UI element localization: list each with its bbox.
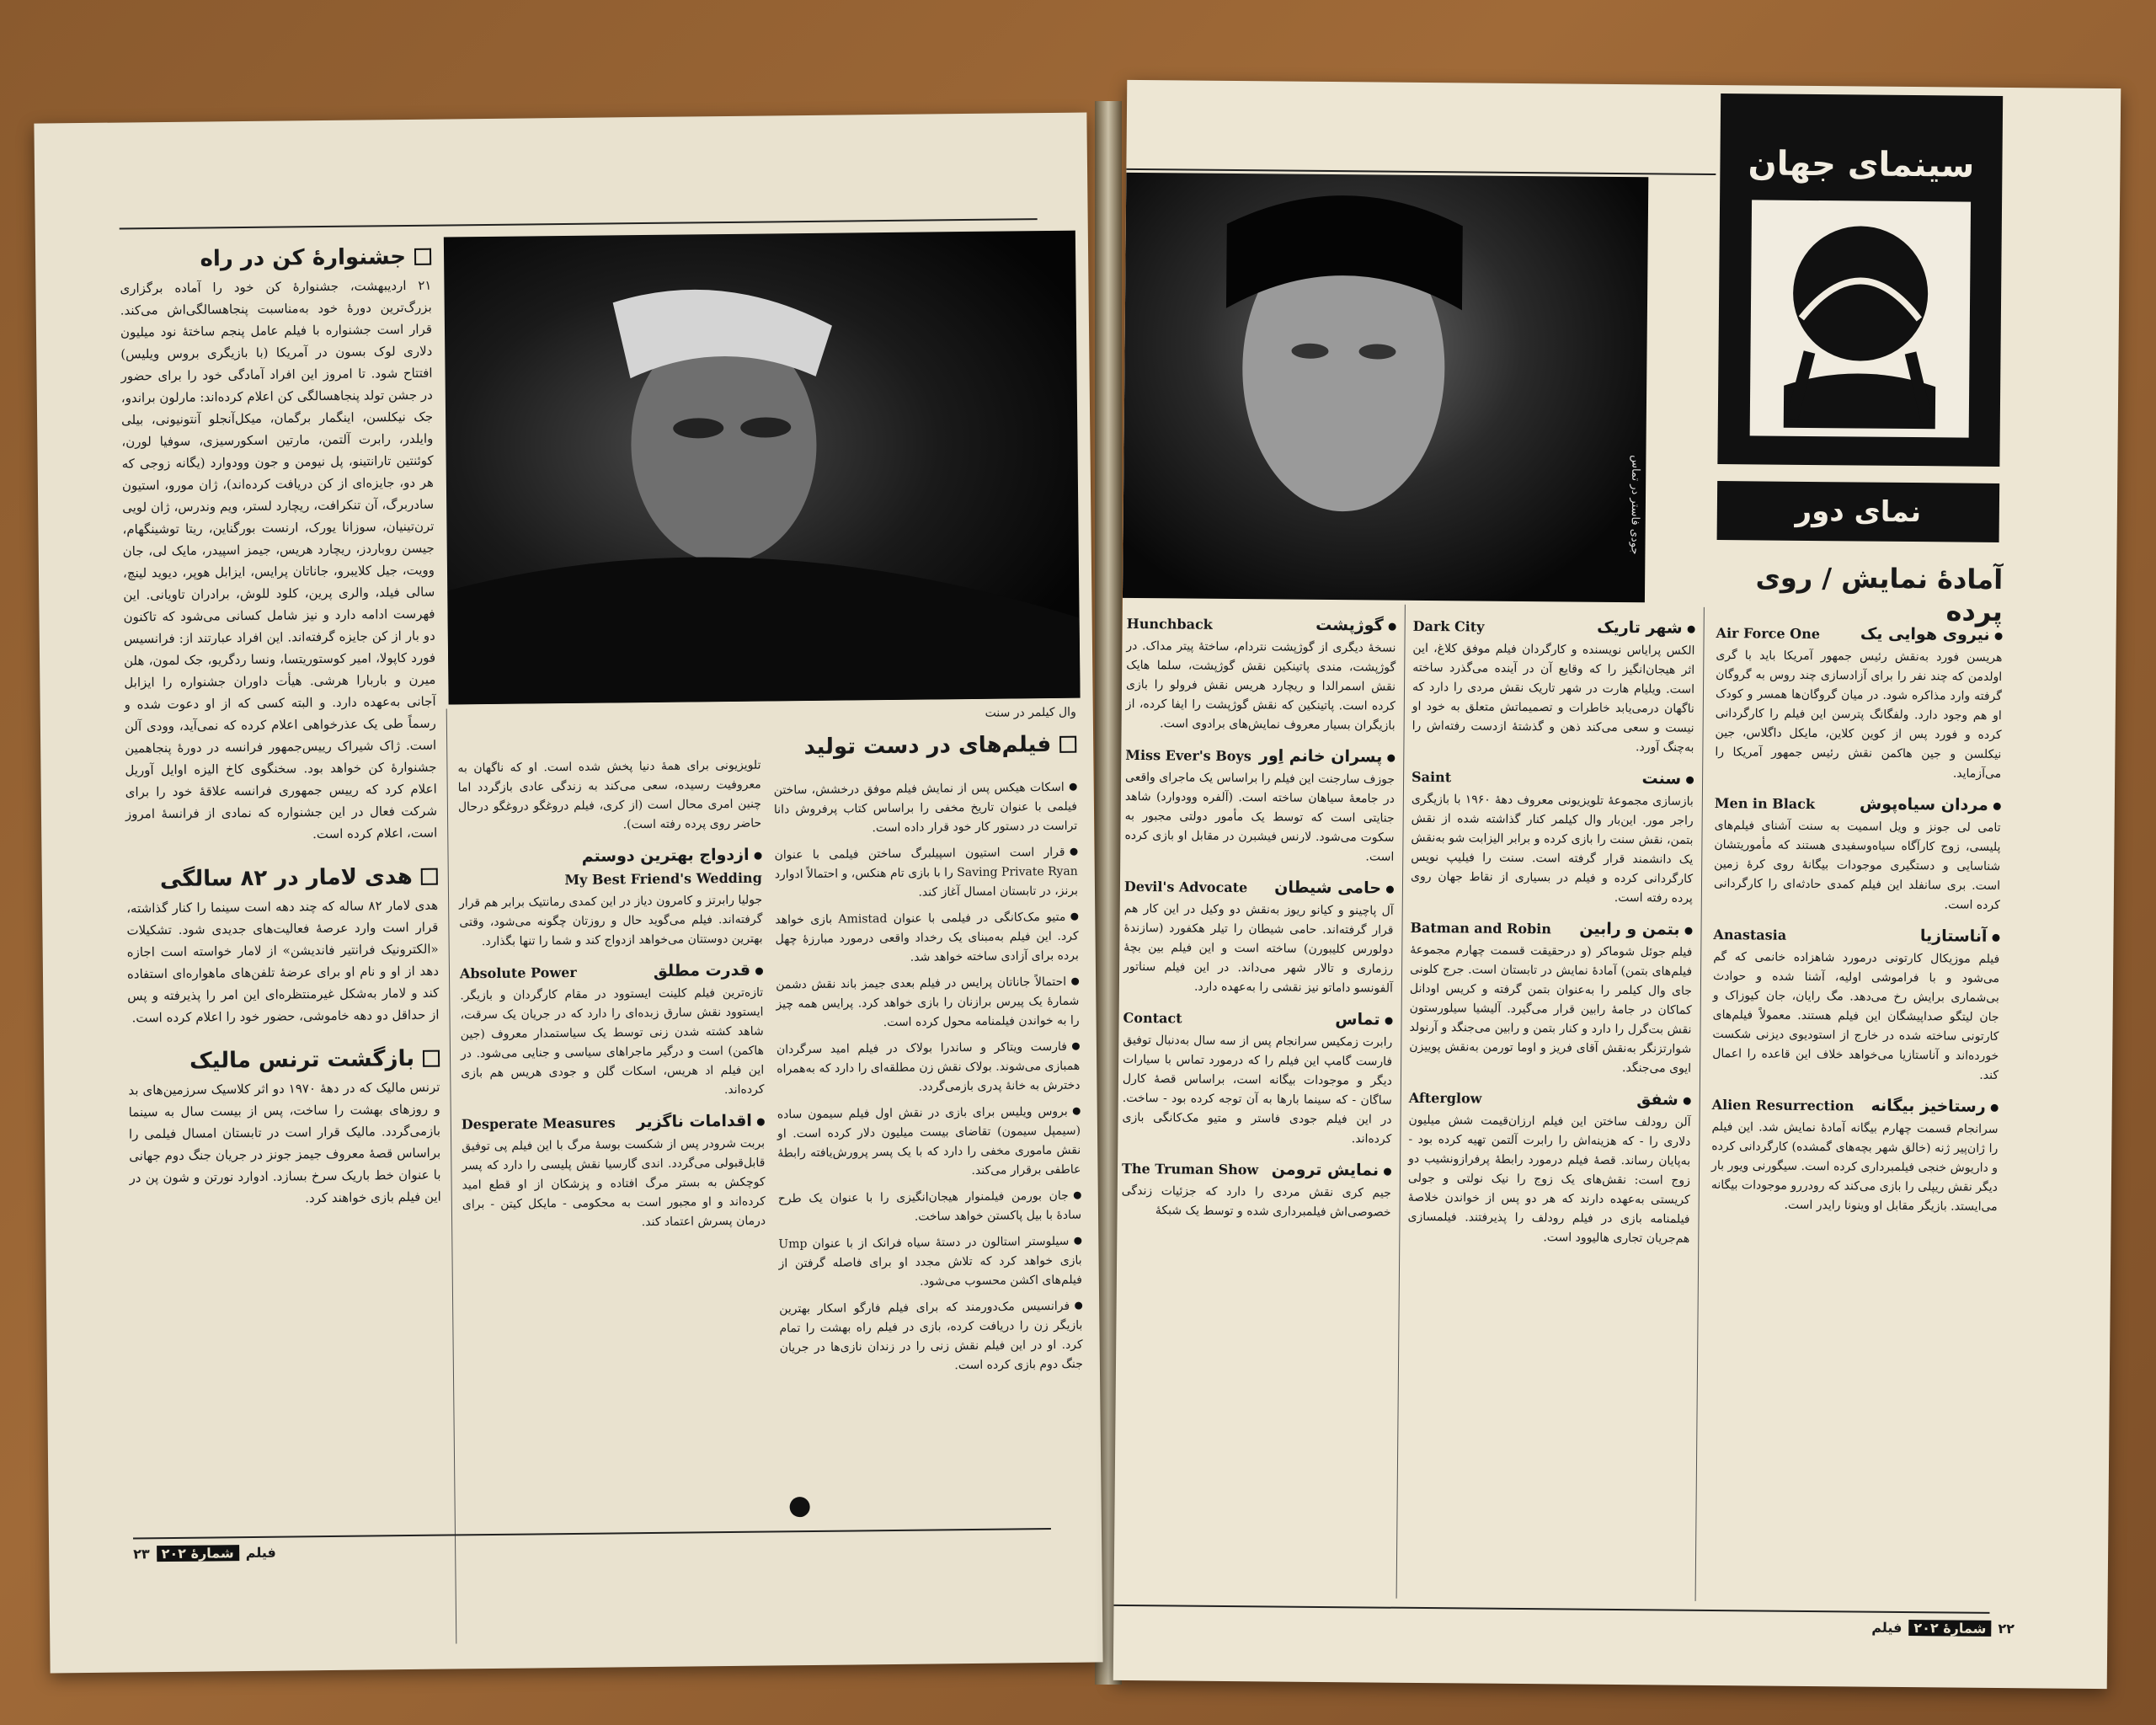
film-entry-heading: نمایش ترومن The Truman Show (1122, 1159, 1391, 1181)
article-malick-body: ترنس مالیک که در دههٔ ۱۹۷۰ دو اثر کلاسیک سرزمین‌های بد و روزهای بهشت را ساخت، پس از بیست سال به سینما بازمی‌گردد. مالیک قرار است در تابستان امسال فیلمی را براساس قصهٔ معروف جیمز جونز در جریان جنگ دوم جهانی با عنوان خط باریک سرخ بسازد. ادوارد نورتن و شون پن در این فیلم بازی خواهند کرد. (128, 1079, 441, 1206)
film-entry-heading: مردان سیاه‌پوش Men in Black (1715, 793, 2001, 815)
bottom-rule (133, 1528, 1051, 1539)
film-entry-heading: قدرت مطلق Absolute Power (460, 961, 763, 984)
column-b (1407, 605, 1695, 1256)
bullet-dot-icon (1384, 1168, 1391, 1176)
bullet-dot-icon (757, 1119, 765, 1126)
masthead (1717, 93, 2003, 467)
bullet-dot-icon (1995, 633, 2003, 640)
section-title: آمادهٔ نمایش / روی پرده (1755, 561, 2004, 628)
bullet-dot-icon (1684, 927, 1692, 935)
column-films-left: تلویزیونی برای همهٔ دنیا پخش شده است. او که ناگهان به معروفیت رسیده، سعی می‌کند به زندگی عادی بازگردد اما چنین امری محال است (از کری، فیلم دروغگو دروغگو درحال حاضر روی پرده رفته است). ازدواج بهترین دوستم My Best Friend's Wedding جولیا رابرتز و کامرون دیاز در این کمدی رمانتیک برابر هم قرار گرفته‌اند. فیلم می‌گوید حال و روزتان چگونه می‌شود، وقتی بهترین دوستتان می‌خواهد ازدواج کند و شما را تنها بگذارد. قدرت مطلق Absolute Power تازه‌ترین فیلم کلینت ایستوود در مقام کارگردان و بازیگر. ایستوود نقش سارق زبده‌ای را دارد که در جریان یک سرقت، شاهد کشته شدن زنی توسط یک سیاستمدار معروف (جین هاکمن) است و درگیر ماجراهای سیاسی و جنایی می‌شود. در این فیلم اد هریس، اسکات گلن و جودی هریس هم بازی کرده‌اند. اقدامات ناگزیر Desperate Measures بربت شرودر پس از شکست بوسهٔ مرگ با این فیلم پی توفیق قابل‌قبولی می‌گردد. اندی گارسیا نقش پلیسی را دارد که پسر کوچکش به بستر مرگ افتاده و پزشکان از او قطع امید کرده‌اند و او مجبور است به محکومی - مایکل کیتن - برای درمان پسرش اعتماد کند. (457, 756, 766, 1242)
footer-magazine: فیلم (245, 1544, 276, 1562)
bullet-dot-icon (1070, 848, 1077, 856)
film-entry-body: سرانجام قسمت چهارم بیگانه آمادهٔ نمایش شد. این فیلم را ژان‌پیر ژنه (خالق شهر بچه‌های گمشده) کارگردانی کرده و داریوش خنجی فیلمبرداری کرده است. سیگورنی ویور بار دیگر نقش ریپلی را بازی می‌کند که رودررو موجودات بیگانه می‌ایستد. بازیگر مقابل او وینونا رایدر است. (1710, 1119, 1999, 1214)
bullet-dot-icon (1072, 1043, 1080, 1050)
bullet-dot-icon (1992, 934, 1999, 942)
bullet-dot-icon (1991, 1104, 1999, 1112)
film-entry-body: رابرت زمکیس سرانجام پس از سه سال به‌دنبال توفیق فارست گامپ این فیلم را که درمورد تماس با سیارات دیگر و موجودات بیگانه است، براساس قصهٔ کارل ساگان - که سینما بارها به آن توجه کرده بود - ساخت. در این فیلم جودی فاستر و متیو مک‌کانگی بازی کرده‌اند. (1122, 1033, 1393, 1146)
left-page (34, 113, 1102, 1674)
bullet-dot-icon (1688, 626, 1695, 633)
footer-issue: شمارهٔ ۲۰۲ (157, 1545, 239, 1562)
film-entry-heading: شهر تاریک Dark City (1413, 617, 1695, 638)
bullet-box-icon (423, 1050, 440, 1067)
bullet-dot-icon (1684, 1097, 1691, 1105)
film-entry-heading: شفق Afterglow (1409, 1088, 1691, 1110)
footer-page-number: ۲۳ (133, 1546, 150, 1562)
end-mark-icon (790, 1497, 810, 1517)
photo-caption: جودی فاستر در تماس (1628, 455, 1642, 555)
film-entry-heading: سنت Saint (1412, 767, 1694, 789)
film-entry-heading: ازدواج بهترین دوستم (458, 846, 761, 868)
column-production (774, 778, 1083, 1385)
article-lamarr-title: هدی لامار در ۸۲ سالگی (126, 866, 438, 891)
bullet-dot-icon (1389, 623, 1396, 631)
production-item: متیو مک‌کانگی در فیلمی با عنوان Amistad بازی خواهد کرد. این فیلم به‌مبنای یک رخداد واقعی درمورد مبارزهٔ چهل برده برای آزادی ساخته خواهد شد. (775, 910, 1079, 964)
top-rule (120, 218, 1038, 229)
film-entry-body: فیلم موزیکال کارتونی درمورد شاهزاده خانمی که گم می‌شود و با فراموشی اولیه، آشنا شده و حوادث بی‌شماری برایش رخ می‌دهد. مگ رایان، جان کیوزاک و جان لیتگو صداپیشگان این فیلم هستند. معمولاً فیلم‌های کارتونی ساخته شده در خارج از استودیوی دیزنی شکست خورده‌اند و آناستازیا می‌خواهد خلاف این قاعده را اعمال کند. (1712, 950, 2000, 1082)
article-cannes-body: ۲۱ اردیبهشت، جشنوارهٔ کن خود را آماده برگزاری بزرگ‌ترین دورهٔ خود به‌مناسبت پنجاهسالگی‌اش می‌کند. قرار است جشنواره با فیلم عامل پنجم ساختهٔ نود میلیون دلاری لوک بسون در آمریکا (با بازیگری بروس ویلیس) افتتاح شود. تا امروز این افراد آمادگی خود را برای حضور در جشن تولد پنجاهسالگی کن اعلام کرده‌اند: مارلون براندو، جک نیکلسن، اینگمار برگمان، میکل‌آنجلو آنتونیونی، بیلی وایلدر، رابرت آلتمن، مارتین اسکورسیزی، سوفیا لورن، کوئنتین تارانتینو، پل نیومن و جون وودوارد (یگانه زوجی که هر دو، جایزه‌ای از کن دریافت کرده‌اند)، ژان مورو، استیون سادربرگ، آن تنکرافت، ریچارد لستر، ویم وندرس، ژان لویی ترن‌تینیان، سوزانا یورک، ارنست بورگناین، ریتا توشینگهام، جیسن روباردز، ریچارد هریس، جیمز اسپیدر، مایک لی، جان وویت، جیل کلایبرو، جاناتان پرایس، ایزابل هوپر، دیوید لینچ، سالی فیلد، والری پرین، کلود للوش، برادران تاویانی. این فهرست ادامه دارد و نیز شامل کسانی می‌شود که تاکنون دو بار از کن جایزه گرفته‌اند. این افراد عبارتند از: فرانسیس فورد کاپولا، امیر کوستوریتسا، ونسا ردگریو، جک لمون، هلن میرن و باربارا هرشی. هیأت داوران جشنواره را ایزابل آجانی به‌عهده دارد. و البته کسی که از او دعوت شده و رسماً طی یک عذرخواهی اعلام کرده که نمی‌آید، وودی آلن است. ژاک شیراک رییس‌جمهور فرانسه در دورهٔ پنجاهمین جشنوارهٔ کن خواهد بود. سخنگوی کاخ الیزه اوایل آوریل اعلام کرد که رییس جمهوری فرانسه علاقهٔ خود را برای شرکت فعال در این جشنواره که نمادی از فرانسهٔ امروز است، اعلام کرده است. (120, 277, 438, 842)
bullet-dot-icon (1386, 886, 1394, 894)
globe-figure-icon (1732, 191, 1988, 446)
film-entry-body: بازسازی مجموعهٔ تلویزیونی معروف دههٔ ۱۹۶۰ با بازیگری راجر مور. این‌بار وال کیلمر کنار گذاشته شده از نقش بتمن، نقش سنت را بازی کرده و برابر الیزابت شو به‌نقش یک دانشمند قرار گرفته است. سنت را فیلیپ نویس کارگردانی کرده و فیلم در بسیاری از نقاط جهان روی پرده رفته است. (1411, 792, 1694, 905)
film-entry-body: تلویزیونی برای همهٔ دنیا پخش شده است. او که ناگهان به معروفیت رسیده، سعی می‌کند به زندگی عادی بازگردد اما چنین امری محال است (از کری، فیلم دروغگو دروغگو درحال حاضر روی پرده رفته است). (457, 758, 762, 832)
film-entry-body: تامی لی جونز و ویل اسمیت به سنت آشنای فیلم‌های پلیسی، زوج کارآگاه سیاه‌وسفیدی هستند که مأمور‌یتشان شناسایی و دستگیری موجودات بیگانهٔ روی کرهٔ زمین است. بری سانفلد این فیلم کمدی حادثه‌ای را کارگردانی کرده است. (1713, 819, 2001, 912)
film-entry-body: هریسن فورد به‌نقش رئیس جمهور آمریکا باید با گری اولدمن که چند نفر را برای آزادسازی چند روس به گروگان گرفته وارد مذاکره شود. در میان گروگان‌ها همسر و کودک او هم وجود دارد. ولفگانگ پترسن این فیلم را کارگردانی کرده و فورد پس از کوین کلاین، مایکل داگلاس، جین نیکلسن و جین هاکمن نقش رئیس جمهور آمریکا را می‌آزماید. (1715, 649, 2003, 781)
film-entry-heading: اقدامات ناگزیر Desperate Measures (462, 1112, 765, 1135)
photo-figure (1123, 173, 1648, 602)
article-cannes-title: جشنوارهٔ کن در راه (120, 246, 431, 271)
bottom-rule (1114, 1605, 1990, 1614)
bullet-dot-icon (1073, 1108, 1081, 1115)
bullet-dot-icon (1993, 803, 2001, 810)
photo-caption: وال کیلمر در سنت (985, 705, 1076, 720)
production-item: اسکات هیکس پس از نمایش فیلم موفق درخشش، ساختن فیلمی با عنوان تاریخ مخفی را براساس کتاب پرفروش دانا تراست در دستور کار خود قرار داده است. (773, 780, 1078, 836)
masthead-subtitle: نمای دور (1717, 481, 2000, 542)
footer-issue: شمارهٔ ۲۰۲ (1908, 1620, 1991, 1637)
production-item: جان بورمن فیلمنوار هیجان‌انگیزی را با عنوان یک طرح سادهٔ با بیل پاکستن خواهد ساخت. (777, 1188, 1082, 1224)
bullet-dot-icon (1385, 1017, 1393, 1025)
bullet-dot-icon (755, 968, 763, 975)
film-entry-heading: حامی شیطان Devil's Advocate (1124, 877, 1394, 899)
production-item: قرار است استیون اسپیلبرگ ساختن فیلمی با عنوان Saving Private Ryan را با بازی تام هنکس، و احتمالاً ادوارد برنز، در تابستان امسال آغاز کند. (774, 845, 1079, 900)
film-entry-body: فیلم جوئل شوماکر (و درحقیقت قسمت چهارم مجموعهٔ فیلم‌های بتمن) آمادهٔ نمایش در تابستان است. جرج کلونی جای وال کیلمر را به‌عنوان بتمن گرفته و کریس اودانل کماکان در جامهٔ رابین قرار می‌گیرد. آلیشیا سیلورستون نقش بت‌گرل را دارد و کنار بتمن و رابین می‌جنگد و آرنولد شوارتزنگر به‌نقش آقای فریز و اوما تورمن به‌نقش پوییزن ایوی می‌جنگد. (1409, 943, 1693, 1076)
page-footer (1871, 1620, 2015, 1637)
film-entry-heading: نیروی هوایی یک Air Force One (1716, 623, 2003, 645)
film-entry-heading: بتمن و رابین Batman and Robin (1410, 918, 1692, 940)
film-entry-body: تازه‌ترین فیلم کلینت ایستوود در مقام کارگردان و بازیگر. ایستوود نقش سارق زبده‌ای را دارد که در جریان یک سرقت، شاهد کشته شدن زنی توسط یک سیاستمدار معروف (جین هاکمن) است و درگیر ماجراهای سیاسی و جنایی می‌شود. در این فیلم اد هریس، اسکات گلن و جودی هریس هم بازی کرده‌اند. (460, 985, 765, 1097)
film-entry-heading: تماس Contact (1123, 1008, 1392, 1030)
photo-jodie-foster (1123, 173, 1648, 602)
production-item: فرانسیس مک‌دورمند که برای فیلم فارگو اسکار بهترین بازیگر زن را دریافت کرده، بازی در فیلم راه بهشت را تمام کرد. او در این فیلم نقش زنی را در زندان نازی‌ها در جریان جنگ دوم بازی کرده است. (779, 1299, 1083, 1373)
article-lamarr-body: هدی لامار ۸۲ ساله که چند دهه است سینما را کنار گذاشته، قرار است وارد عرصهٔ فعالیت‌های جدیدی شود. تشکیلات «الکترونیک فرانتیر فاندیشن» از لامار خواسته است اجازه دهد از او و نام او برای عرضهٔ تلفن‌های ماهواره‌ای استفاده کند و لامار به‌شکل غیرمنتظره‌ای این امر را پذیرفته و پس از حداقل دو دهه خاموشی، حضور خود را اعلام کرده است. (126, 897, 440, 1026)
film-entry-body: آل پاچینو و کیانو ریوز به‌نقش دو وکیل در این کار هم قرار گرفته‌اند. حامی شیطان را تیلر هکفورد (سازندهٔ دولورس کلیبورن) ساخته است و این فیلم بین بچهٔ رزماری و تالار شهر می‌داند. در این فیلم سناتور آلفونسو داماتو نیز نقشی را به‌عهده دارد. (1123, 901, 1394, 996)
bullet-dot-icon (1074, 1192, 1081, 1199)
footer-magazine: فیلم (1871, 1619, 1903, 1636)
column-divider (1695, 607, 1705, 1601)
column-c (1121, 602, 1396, 1230)
production-item: بروس ویلیس برای بازی در نقش اول فیلم سیمون ساده (سیمپل سیمون) تقاضای بیست میلیون دلار کرده است. او نقش ماموری مخفی را دارد که با یک پسر پرورش‌یافته رابطهٔ عاطفی برقرار می‌کند. (776, 1104, 1081, 1178)
bullet-dot-icon (1070, 913, 1078, 921)
bullet-dot-icon (1070, 783, 1077, 791)
film-entry-body: جولیا رابرتز و کامرون دیاز در این کمدی رمانتیک برابر هم قرار گرفته‌اند. فیلم می‌گوید حال و روزتان چگونه می‌شود، وقتی بهترین دوستتان می‌خواهد ازدواج کند و شما را تنها بگذارد. (459, 893, 763, 949)
production-item: فارست ویتاکر و ساندرا بولاک در فیلم امید سرگردان همبازی می‌شوند. بولاک نقش زن مطلقه‌ای را دارد که به‌همراه دخترش به خانهٔ پدری بازمی‌گردد. (776, 1039, 1081, 1094)
bullet-box-icon (414, 248, 431, 265)
column-divider (1396, 605, 1406, 1599)
film-entry-body: الکس پرایاس نویسنده و کارگردان فیلم موفق کلاغ، این اثر هیجان‌انگیز را که وقایع آن در آینده می‌گذرد ساخته است. ویلیام هارت در شهر تاریک نقش مردی را دارد که ناگهان درمی‌یابد خاطرات و تصمیماتش متعلق به خود او نیست و سعی می‌کند ذهن و گذشتهٔ ازدست رفته‌اش را به‌چنگ آورد. (1412, 641, 1695, 755)
bullet-dot-icon (1071, 978, 1079, 985)
bullet-dot-icon (755, 852, 762, 860)
photo-figure (444, 231, 1081, 705)
footer-page-number: ۲۲ (1998, 1620, 2015, 1637)
page-footer (133, 1545, 276, 1562)
photo-val-kilmer (444, 231, 1081, 705)
column-divider (446, 708, 457, 1643)
production-item: احتمالاً جاناتان پرایس در فیلم بعدی جیمز باند نقش دشمن شمارهٔ یک پیرس برازنان را بازی خواهد کرد. پرایس همه چیز را به خواندن فیلمنامه محول کرده است. (776, 975, 1080, 1030)
film-entry-body: آلن رودلف ساختن این فیلم ارزان‌قیمت شش میلیون دلاری را - که هزینه‌اش را رابرت آلتمن تهیه کرده بود - به‌پایان رساند. قصهٔ فیلم درمورد رابطهٔ پرفراز‌ونشیب دو زوج است: نقش‌های یک زوج را نیک نولتی و جولی کریستی به‌عهده دارند که هر دو پس از خواندن خلاصهٔ فیلمنامه بازی در فیلم رودلف را پذیرفتند. فیلمسازی هم‌جریان تجاری هالیوود است. (1407, 1113, 1691, 1246)
film-entry-body: بربت شرودر پس از شکست بوسهٔ مرگ با این فیلم پی توفیق قابل‌قبولی می‌گردد. اندی گارسیا نقش پلیسی را دارد که پسر کوچکش به بستر مرگ افتاده و پزشکان از او قطع امید کرده‌اند و او مجبور است به محکومی - مایکل کیتن - برای درمان پسرش اعتماد کند. (462, 1136, 766, 1230)
bullet-box-icon (421, 868, 438, 885)
film-entry-heading: گوژپشت Hunchback (1127, 614, 1396, 636)
film-entry-body: نسخهٔ دیگری از گوژپشت نتردام، ساختهٔ پیتر مداک. در گوژپشت، مندی پاتینکین نقش گوژپشت، سلما هایک نقش اسمرالدا و ریچارد هریس نقش فرولو را بازی کرده است. پاتینکین که نقش گوژپشت را ایفا کرده، از بازیگران بسیار معروف نمایش‌های برادوی است. (1125, 638, 1396, 733)
masthead-title: سینمای جهان (1748, 144, 1975, 185)
production-item: سیلوستر استالون در دستهٔ سیاه فرانک از با عنوان Ump بازی خواهد کرد که تلاش مجدد او برای فاصله گرفتن از فیلم‌های اکشن محسوب می‌شود. (778, 1234, 1082, 1289)
film-entry-body: جیم کری نقش مردی را دارد که جزئیات زندگی خصوصی‌اش فیلمبرداری شده و توسط یک شبکهٔ (1121, 1183, 1391, 1220)
film-entry-heading: رستاخیز بیگانه Alien Resurrection (1712, 1095, 1999, 1117)
column-a (1711, 611, 2003, 1224)
column-news (120, 243, 441, 1218)
article-malick-title: بازگشت ترنس مالیک (128, 1048, 440, 1073)
bullet-dot-icon (1387, 755, 1395, 762)
bullet-dot-icon (1686, 777, 1694, 784)
film-entry-body: جوزف سارجنت این فیلم را براساس یک ماجرای واقعی در جامعهٔ سیاهان ساخته است. (آلفره وودوارد) شاهد جنایتی است که توسط یک مأمور دولتی مجبور به سکوت می‌شود. لارنس فیشبرن در مقابل او بازی کرده است. (1124, 770, 1396, 864)
article-production-title: فیلم‌های در دست تولید (647, 732, 1076, 761)
bullet-dot-icon (1074, 1237, 1081, 1245)
film-entry-heading: آناستازیا Anastasia (1713, 925, 1999, 947)
bullet-dot-icon (1075, 1302, 1082, 1310)
bullet-box-icon (1059, 736, 1076, 753)
film-entry-heading: پسران خانم اِور Miss Ever's Boys (1125, 745, 1395, 767)
right-page (1113, 80, 2121, 1689)
